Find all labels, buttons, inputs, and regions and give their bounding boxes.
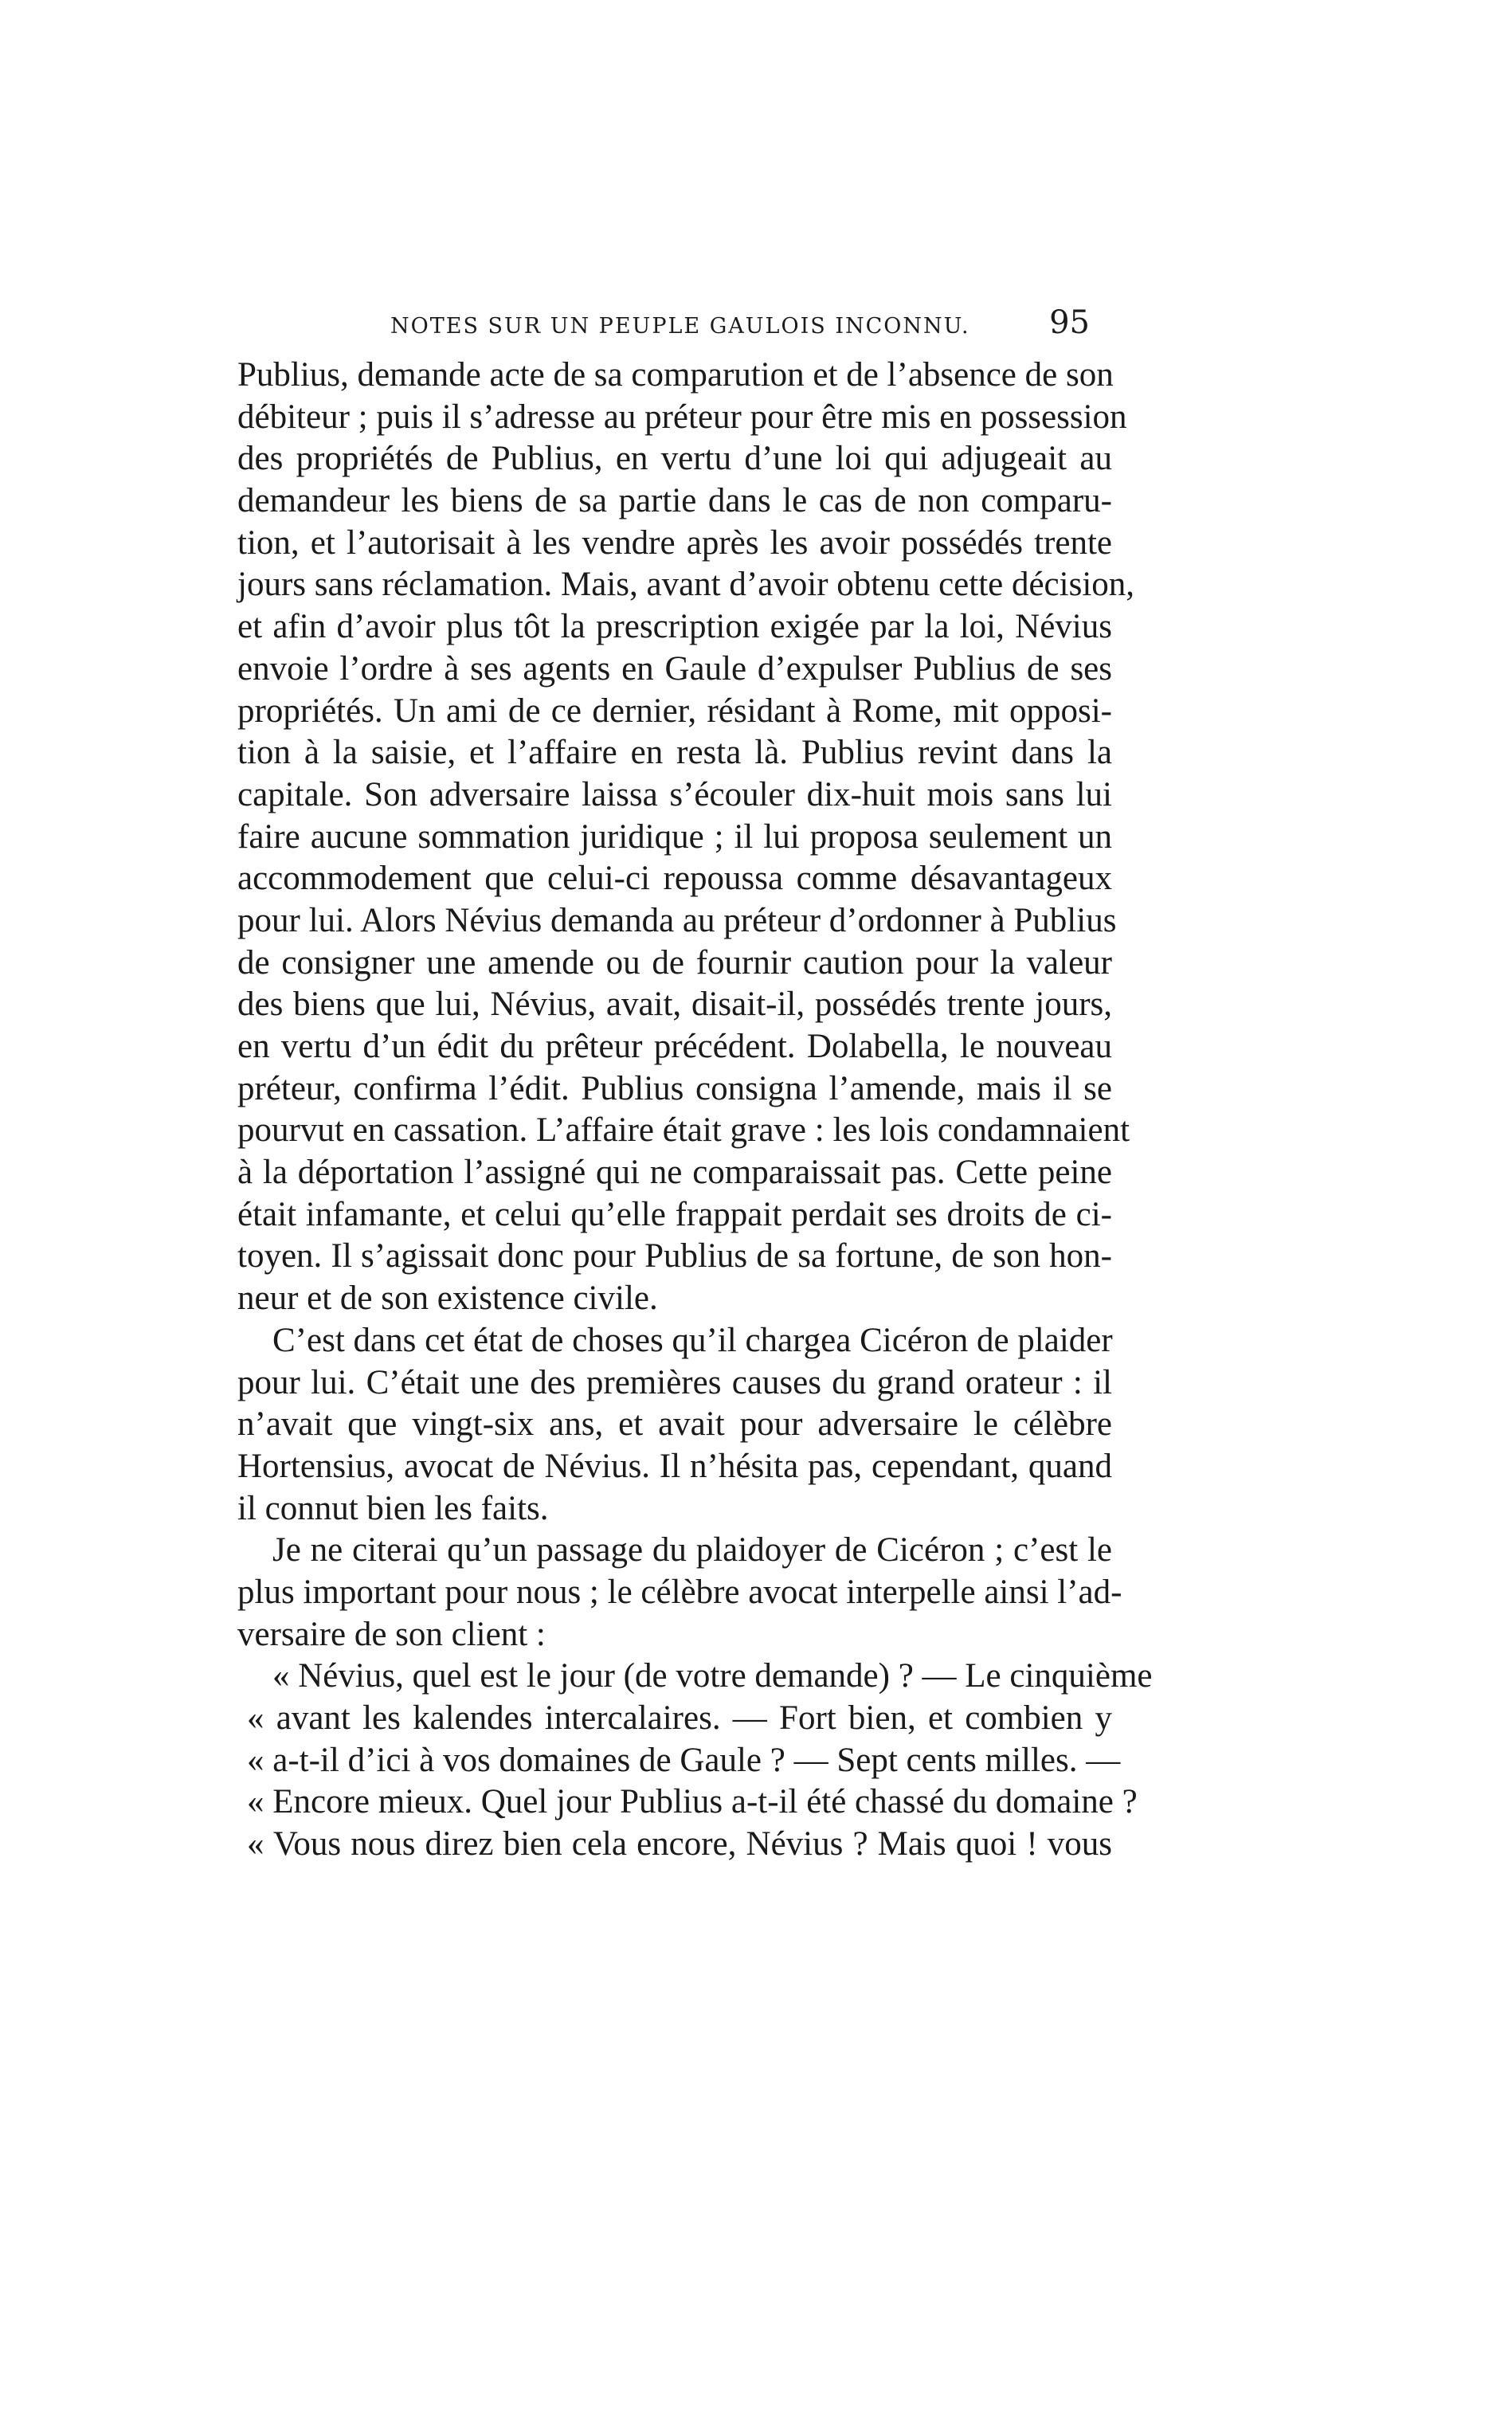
text-line: demandeur les biens de sa partie dans le cas de non comparu- bbox=[237, 482, 1112, 520]
text-line: Publius, demande acte de sa comparution et de l’absence de son bbox=[237, 356, 1114, 394]
text-line: des propriétés de Publius, en vertu d’une loi qui adjugeait au bbox=[237, 440, 1112, 478]
text-line: pourvut en cassation. L’affaire était grave : les lois condamnaient bbox=[237, 1111, 1130, 1150]
running-title: NOTES SUR UN PEUPLE GAULOIS INCONNU. bbox=[390, 314, 970, 339]
text-line: capitale. Son adversaire laissa s’écouler dix-huit mois sans lui bbox=[237, 775, 1112, 813]
text-line: de consigner une amende ou de fournir caution pour la valeur bbox=[237, 943, 1112, 982]
quote-line: « avant les kalendes intercalaires. — Fort bien, et combien y bbox=[247, 1699, 1112, 1737]
page-number: 95 bbox=[1049, 304, 1090, 341]
text-line: et afin d’avoir plus tôt la prescription exigée par la loi, Névius bbox=[237, 608, 1112, 646]
text-line: toyen. Il s’agissait donc pour Publius de sa fortune, de son hon- bbox=[237, 1237, 1112, 1276]
text-line: pour lui. Alors Névius demanda au préteur d’ordonner à Publius bbox=[237, 901, 1117, 939]
quote-line: « Vous nous direz bien cela encore, Névius ? Mais quoi ! vous bbox=[247, 1825, 1112, 1863]
paragraph-end-line: versaire de son client : bbox=[237, 1615, 546, 1653]
text-line: en vertu d’un édit du prêteur précédent. Dolabella, le nouveau bbox=[237, 1028, 1112, 1065]
text-line: accommodement que celui-ci repoussa comme désavantageux bbox=[237, 860, 1112, 898]
text-line: faire aucune sommation juridique ; il lui proposa seulement un bbox=[237, 817, 1112, 856]
text-line: à la déportation l’assigné qui ne comparaissait pas. Cette peine bbox=[237, 1154, 1112, 1192]
text-line: pour lui. C’était une des premières causes du grand orateur : il bbox=[237, 1363, 1112, 1401]
text-line: propriétés. Un ami de ce dernier, résidant à Rome, mit opposi- bbox=[237, 692, 1112, 730]
text-line: tion, et l’autorisait à les vendre après les avoir possédés trente bbox=[237, 523, 1112, 562]
text-line: Hortensius, avocat de Névius. Il n’hésita pas, cependant, quand bbox=[237, 1447, 1112, 1485]
quote-line: « Encore mieux. Quel jour Publius a-t-il été chassé du domaine ? bbox=[247, 1783, 1138, 1821]
text-line: jours sans réclamation. Mais, avant d’avoir obtenu cette décision, bbox=[237, 566, 1135, 604]
text-line: tion à la saisie, et l’affaire en resta là. Publius revint dans la bbox=[237, 734, 1112, 772]
text-line: envoie l’ordre à ses agents en Gaule d’expulser Publius de ses bbox=[237, 649, 1112, 688]
text-line: plus important pour nous ; le célèbre avocat interpelle ainsi l’ad- bbox=[237, 1573, 1122, 1611]
page-header bbox=[237, 304, 1112, 357]
paragraph-end-line: neur et de son existence civile. bbox=[237, 1280, 658, 1318]
text-line: débiteur ; puis il s’adresse au préteur pour être mis en possession bbox=[237, 398, 1127, 436]
quote-line: « Névius, quel est le jour (de votre demande) ? — Le cinquième bbox=[272, 1657, 1153, 1695]
body-text bbox=[237, 355, 1153, 1866]
text-line: préteur, confirma l’édit. Publius consigna l’amende, mais il se bbox=[237, 1069, 1112, 1107]
paragraph-start-line: C’est dans cet état de choses qu’il chargea Cicéron de plaider bbox=[272, 1321, 1113, 1359]
paragraph-start-line: Je ne citerai qu’un passage du plaidoyer de Cicéron ; c’est le bbox=[272, 1531, 1112, 1570]
quote-line: « a-t-il d’ici à vos domaines de Gaule ? — Sept cents milles. — bbox=[247, 1741, 1121, 1779]
text-line: des biens que lui, Névius, avait, disait-il, possédés trente jours, bbox=[237, 986, 1112, 1024]
paragraph-end-line: il connut bien les faits. bbox=[237, 1489, 549, 1527]
text-line: n’avait que vingt-six ans, et avait pour adversaire le célèbre bbox=[237, 1405, 1112, 1444]
text-line: était infamante, et celui qu’elle frappait perdait ses droits de ci- bbox=[237, 1195, 1112, 1233]
